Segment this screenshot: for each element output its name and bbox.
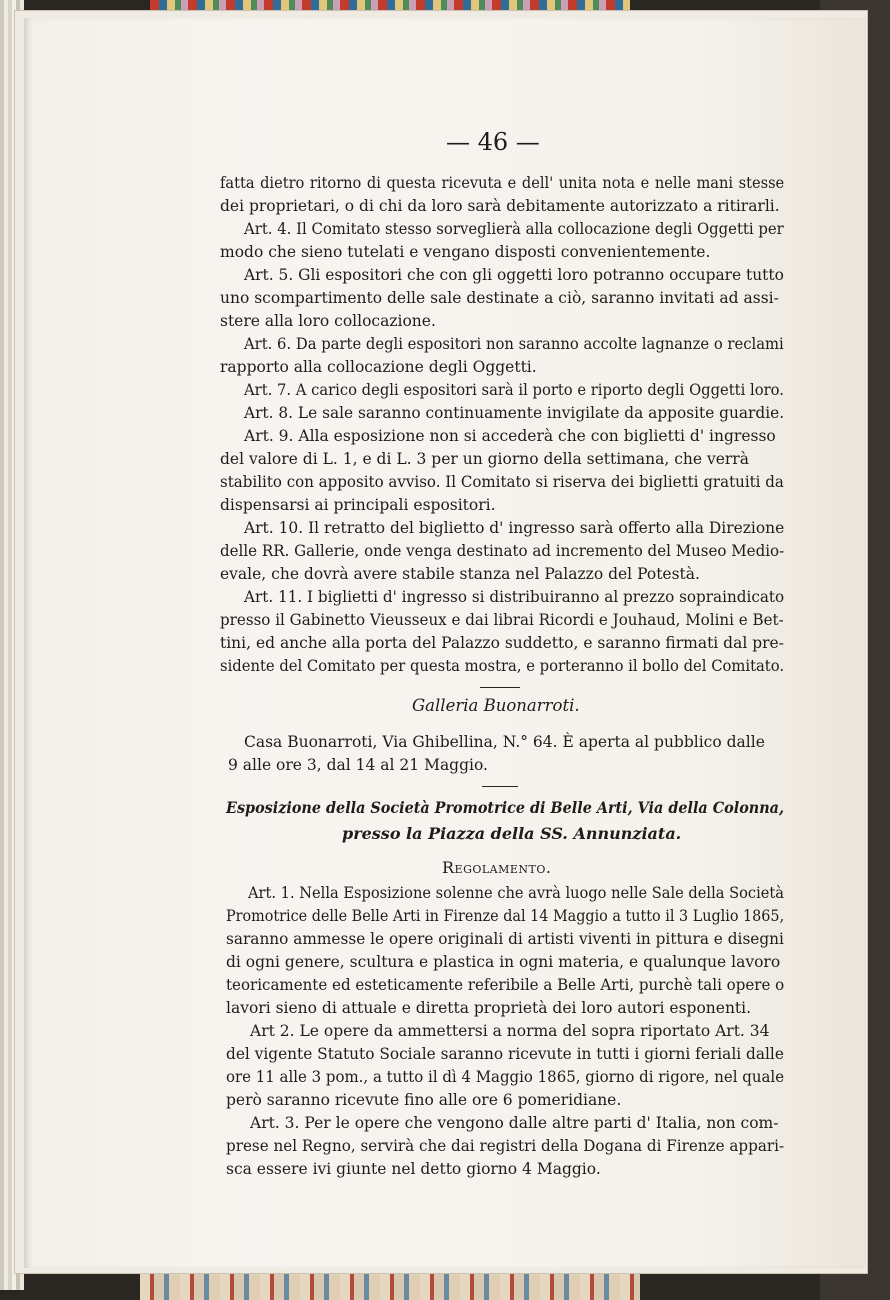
text-line: dispensarsi ai principali espositori. <box>220 496 496 514</box>
text-line: sidente del Comitato per questa mostra, e porteranno il bollo del Comitato. <box>220 657 785 675</box>
text-line: Art. 8. Le sale saranno continuamente invigilate da apposite guardie. <box>244 404 785 422</box>
text-line: Art. 3. Per le opere che vengono dalle altre parti d' Italia, non com- <box>250 1114 779 1132</box>
section-title-esposizione: Esposizione della Società Promotrice di Belle Arti, Via della Colonna, <box>226 798 784 817</box>
section-divider <box>480 687 520 688</box>
text-line: Art. 6. Da parte degli espositori non saranno accolte lagnanze o reclami <box>244 335 784 353</box>
text-line: saranno ammesse le opere originali di artisti viventi in pittura e disegni <box>226 930 784 948</box>
text-line: Art. 7. A carico degli espositori sarà il porto e riporto degli Oggetti loro. <box>244 381 784 399</box>
text-line: di ogni genere, scultura e plastica in ogni materia, e qualunque lavoro <box>226 953 781 971</box>
text-line: lavori sieno di attuale e diretta proprietà dei loro autori esponenti. <box>226 999 752 1017</box>
text-line: evale, che dovrà avere stabile stanza nel Palazzo del Potestà. <box>220 565 700 583</box>
text-line: prese nel Regno, servirà che dai registri della Dogana di Firenze appari- <box>226 1137 785 1155</box>
text-line: 9 alle ore 3, dal 14 al 21 Maggio. <box>228 756 488 774</box>
text-line: Art 2. Le opere da ammettersi a norma del sopra riportato Art. 34 <box>250 1022 770 1040</box>
text-line: però saranno ricevute fino alle ore 6 pomeridiane. <box>226 1091 622 1109</box>
text-line: fatta dietro ritorno di questa ricevuta e dell' unita nota e nelle mani stesse <box>220 174 785 192</box>
text-line: ore 11 alle 3 pom., a tutto il dì 4 Maggio 1865, giorno di rigore, nel quale <box>226 1068 785 1086</box>
text-line: tini, ed anche alla porta del Palazzo suddetto, e saranno firmati dal pre- <box>220 634 784 652</box>
section-divider <box>482 786 518 787</box>
text-line: Art. 11. I biglietti d' ingresso si distribuiranno al prezzo sopraindicato <box>244 588 785 606</box>
page-number: — 46 — <box>446 128 540 156</box>
text-line: modo che sieno tutelati e vengano disposti convenientemente. <box>220 243 711 261</box>
text-line: Art. 10. Il retratto del biglietto d' ingresso sarà offerto alla Direzione <box>244 519 785 537</box>
section-title-galleria: Galleria Buonarroti. <box>412 696 580 715</box>
text-line: del valore di L. 1, e di L. 3 per un giorno della settimana, che verrà <box>220 450 749 468</box>
text-line: Art. 9. Alla esposizione non si accederà che con biglietti d' ingresso <box>244 427 776 445</box>
text-line: stabilito con apposito avviso. Il Comitato si riserva dei biglietti gratuiti da <box>220 473 784 491</box>
text-line: uno scompartimento delle sale destinate a ciò, saranno invitati ad assi- <box>220 289 779 307</box>
page <box>24 18 866 1268</box>
text-line: Art. 1. Nella Esposizione solenne che avrà luogo nelle Sale della Società <box>248 884 784 902</box>
text-line: dei proprietari, o di chi da loro sarà debitamente autorizzato a ritirarli. <box>220 197 780 215</box>
text-line: sca essere ivi giunte nel detto giorno 4 Maggio. <box>226 1160 601 1178</box>
text-line: presso il Gabinetto Vieusseux e dai librai Ricordi e Jouhaud, Molini e Bet- <box>220 611 784 629</box>
text-line: teoricamente ed esteticamente referibile a Belle Arti, purchè tali opere o <box>226 976 785 994</box>
text-line: Promotrice delle Belle Arti in Firenze dal 14 Maggio a tutto il 3 Luglio 1865, <box>226 907 785 925</box>
text-line: Casa Buonarroti, Via Ghibellina, N.° 64. È aperta al pubblico dalle <box>244 733 765 751</box>
text-line: del vigente Statuto Sociale saranno ricevute in tutti i giorni feriali dalle <box>226 1045 784 1063</box>
text-line: stere alla loro collocazione. <box>220 312 436 330</box>
regolamento-heading: Regolamento. <box>442 858 552 877</box>
section-title-esposizione: presso la Piazza della SS. Annunziata. <box>342 824 682 843</box>
text-line: delle RR. Gallerie, onde venga destinato ad incremento del Museo Medio- <box>220 542 785 560</box>
text-line: Art. 5. Gli espositori che con gli oggetti loro potranno occupare tutto <box>244 266 784 284</box>
text-line: rapporto alla collocazione degli Oggetti. <box>220 358 537 376</box>
text-line: Art. 4. Il Comitato stesso sorveglierà alla collocazione degli Oggetti per <box>244 220 784 238</box>
